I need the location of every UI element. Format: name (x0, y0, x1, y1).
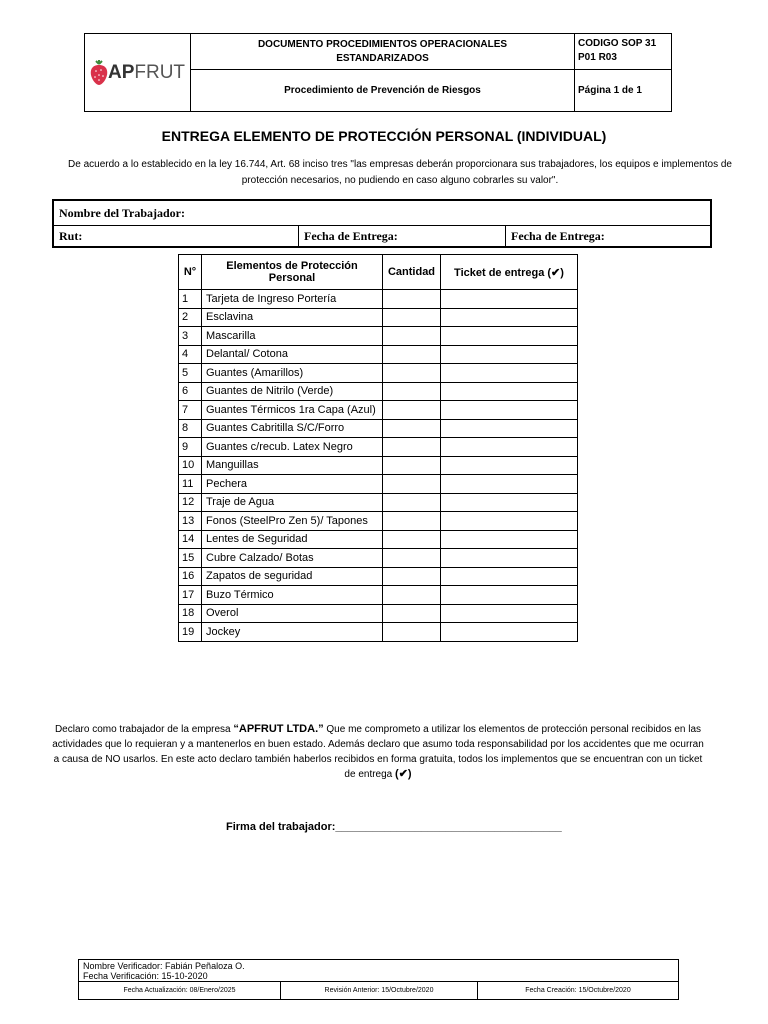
verifier-name: Nombre Verificador: Fabián Peñaloza O. (83, 961, 245, 971)
table-row (179, 290, 578, 309)
item-ticket-cell[interactable] (441, 438, 578, 457)
item-ticket-cell[interactable] (441, 604, 578, 623)
item-quantity-cell[interactable] (383, 512, 441, 531)
item-name: Guantes Térmicos 1ra Capa (Azul) (202, 401, 383, 420)
item-name: Lentes de Seguridad (202, 530, 383, 549)
item-ticket-cell[interactable] (441, 623, 578, 642)
worker-info-box (52, 199, 712, 248)
table-row (179, 308, 578, 327)
delivery-date-field-2[interactable]: Fecha de Entrega: (511, 228, 605, 243)
item-ticket-cell[interactable] (441, 530, 578, 549)
item-quantity-cell[interactable] (383, 493, 441, 512)
item-number: 6 (179, 382, 202, 401)
previous-revision: Revisión Anterior: 15/Octubre/2020 (281, 982, 478, 999)
item-ticket-cell[interactable] (441, 456, 578, 475)
table-row (179, 382, 578, 401)
item-name: Overol (202, 604, 383, 623)
item-number: 15 (179, 549, 202, 568)
law-text: De acuerdo a lo establecido en la ley 16.744, Art. 68 inciso tres "las empresas deberán proporcionara sus trabajadores, los equipos e implementos de protección necesarios, no pudiendo en caso alguno cobrarles su valor". (68, 159, 732, 186)
item-ticket-cell[interactable] (441, 493, 578, 512)
delivery-date-field-1[interactable]: Fecha de Entrega: (299, 226, 506, 246)
worker-name-field[interactable]: Nombre del Trabajador: (59, 205, 185, 220)
doc-code-line2: P01 R03 (578, 52, 617, 63)
item-quantity-cell[interactable] (383, 308, 441, 327)
item-name: Mascarilla (202, 327, 383, 346)
item-name: Zapatos de seguridad (202, 567, 383, 586)
table-header-row (179, 255, 578, 290)
item-ticket-cell[interactable] (441, 290, 578, 309)
document-header (84, 33, 672, 112)
item-number: 18 (179, 604, 202, 623)
item-number: 5 (179, 364, 202, 383)
table-row (179, 401, 578, 420)
item-ticket-cell[interactable] (441, 327, 578, 346)
table-row (179, 475, 578, 494)
item-ticket-cell[interactable] (441, 475, 578, 494)
item-ticket-cell[interactable] (441, 401, 578, 420)
item-ticket-cell[interactable] (441, 345, 578, 364)
item-quantity-cell[interactable] (383, 586, 441, 605)
table-row (179, 586, 578, 605)
item-name: Delantal/ Cotona (202, 345, 383, 364)
item-name: Guantes c/recub. Latex Negro (202, 438, 383, 457)
declaration-check: (✔) (395, 768, 412, 780)
verification-date: Fecha Verificación: 15-10-2020 (83, 971, 208, 981)
page-number: Página 1 de 1 (578, 85, 642, 96)
rut-field[interactable]: Rut: (54, 226, 299, 246)
item-ticket-cell[interactable] (441, 549, 578, 568)
item-number: 1 (179, 290, 202, 309)
col-ticket-header: Ticket de entrega (✔) (441, 255, 578, 290)
declaration-company: “APFRUT LTDA.” (233, 723, 324, 735)
item-ticket-cell[interactable] (441, 419, 578, 438)
item-name: Guantes de Nitrilo (Verde) (202, 382, 383, 401)
update-date: Fecha Actualización: 08/Enero/2025 (79, 982, 281, 999)
item-name: Traje de Agua (202, 493, 383, 512)
item-quantity-cell[interactable] (383, 438, 441, 457)
item-quantity-cell[interactable] (383, 549, 441, 568)
table-row (179, 345, 578, 364)
item-number: 9 (179, 438, 202, 457)
item-quantity-cell[interactable] (383, 382, 441, 401)
item-name: Fonos (SteelPro Zen 5)/ Tapones (202, 512, 383, 531)
item-number: 13 (179, 512, 202, 531)
strawberry-icon (90, 60, 108, 86)
item-number: 3 (179, 327, 202, 346)
item-ticket-cell[interactable] (441, 586, 578, 605)
doc-code (575, 34, 671, 70)
item-quantity-cell[interactable] (383, 401, 441, 420)
col-quantity-header: Cantidad (383, 255, 441, 290)
table-row (179, 364, 578, 383)
item-number: 17 (179, 586, 202, 605)
item-number: 4 (179, 345, 202, 364)
table-row (179, 512, 578, 531)
item-number: 10 (179, 456, 202, 475)
table-row (179, 604, 578, 623)
table-row (179, 530, 578, 549)
table-row (179, 327, 578, 346)
item-ticket-cell[interactable] (441, 382, 578, 401)
item-name: Buzo Térmico (202, 586, 383, 605)
item-ticket-cell[interactable] (441, 308, 578, 327)
table-row (179, 456, 578, 475)
item-quantity-cell[interactable] (383, 290, 441, 309)
logo-text-frut: FRUT (134, 61, 186, 83)
declaration-part1: Declaro como trabajador de la empresa (54, 724, 234, 735)
item-number: 7 (179, 401, 202, 420)
item-quantity-cell[interactable] (383, 530, 441, 549)
item-quantity-cell[interactable] (383, 327, 441, 346)
item-ticket-cell[interactable] (441, 567, 578, 586)
table-row (179, 567, 578, 586)
item-number: 16 (179, 567, 202, 586)
item-quantity-cell[interactable] (383, 567, 441, 586)
item-name: Guantes (Amarillos) (202, 364, 383, 383)
table-row (179, 493, 578, 512)
item-quantity-cell[interactable] (383, 475, 441, 494)
item-quantity-cell[interactable] (383, 604, 441, 623)
company-logo (85, 34, 191, 111)
table-row (179, 419, 578, 438)
ppe-items-table (178, 254, 578, 642)
item-number: 12 (179, 493, 202, 512)
table-row (179, 623, 578, 642)
document-footer (78, 959, 679, 1000)
item-quantity-cell[interactable] (383, 364, 441, 383)
item-name: Cubre Calzado/ Botas (202, 549, 383, 568)
signature-line[interactable]: Firma del trabajador:_____________________________________ (226, 821, 562, 833)
item-number: 19 (179, 623, 202, 642)
item-ticket-cell[interactable] (441, 512, 578, 531)
item-number: 8 (179, 419, 202, 438)
item-name: Jockey (202, 623, 383, 642)
item-quantity-cell[interactable] (383, 419, 441, 438)
item-name: Guantes Cabritilla S/C/Forro (202, 419, 383, 438)
declaration-part2: Que me comprometo a utilizar los elementos de protección personal recibidos en las actividades que lo requieran y a mantenerlos en buen estado. Además declaro que asumo toda responsabilidad por los accidentes que me ocurran a causa de NO usarlos. En este acto declaro también haberlos recibidos en forma gratuita, todos los implementos que se encuentran con un ticket de entrega (52, 724, 704, 780)
item-quantity-cell[interactable] (383, 456, 441, 475)
table-row (179, 549, 578, 568)
doc-code-line1: CODIGO SOP 31 (578, 38, 657, 49)
item-ticket-cell[interactable] (441, 364, 578, 383)
form-title: ENTREGA ELEMENTO DE PROTECCIÓN PERSONAL (INDIVIDUAL) (161, 128, 607, 144)
doc-title (191, 34, 575, 70)
item-number: 11 (179, 475, 202, 494)
item-quantity-cell[interactable] (383, 345, 441, 364)
creation-date: Fecha Creación: 15/Octubre/2020 (525, 987, 631, 994)
item-name: Tarjeta de Ingreso Portería (202, 290, 383, 309)
logo-text-ap: AP (107, 61, 135, 83)
item-name: Manguillas (202, 456, 383, 475)
item-quantity-cell[interactable] (383, 623, 441, 642)
item-number: 2 (179, 308, 202, 327)
col-number-header: N° (179, 255, 202, 290)
doc-title-line2: ESTANDARIZADOS (336, 52, 429, 64)
col-element-header: Elementos de Protección Personal (202, 255, 383, 290)
item-number: 14 (179, 530, 202, 549)
doc-title-line1: DOCUMENTO PROCEDIMIENTOS OPERACIONALES (257, 38, 508, 50)
item-name: Esclavina (202, 308, 383, 327)
item-name: Pechera (202, 475, 383, 494)
declaration-text (50, 722, 706, 782)
table-row (179, 438, 578, 457)
procedure-name: Procedimiento de Prevención de Riesgos (191, 70, 575, 111)
